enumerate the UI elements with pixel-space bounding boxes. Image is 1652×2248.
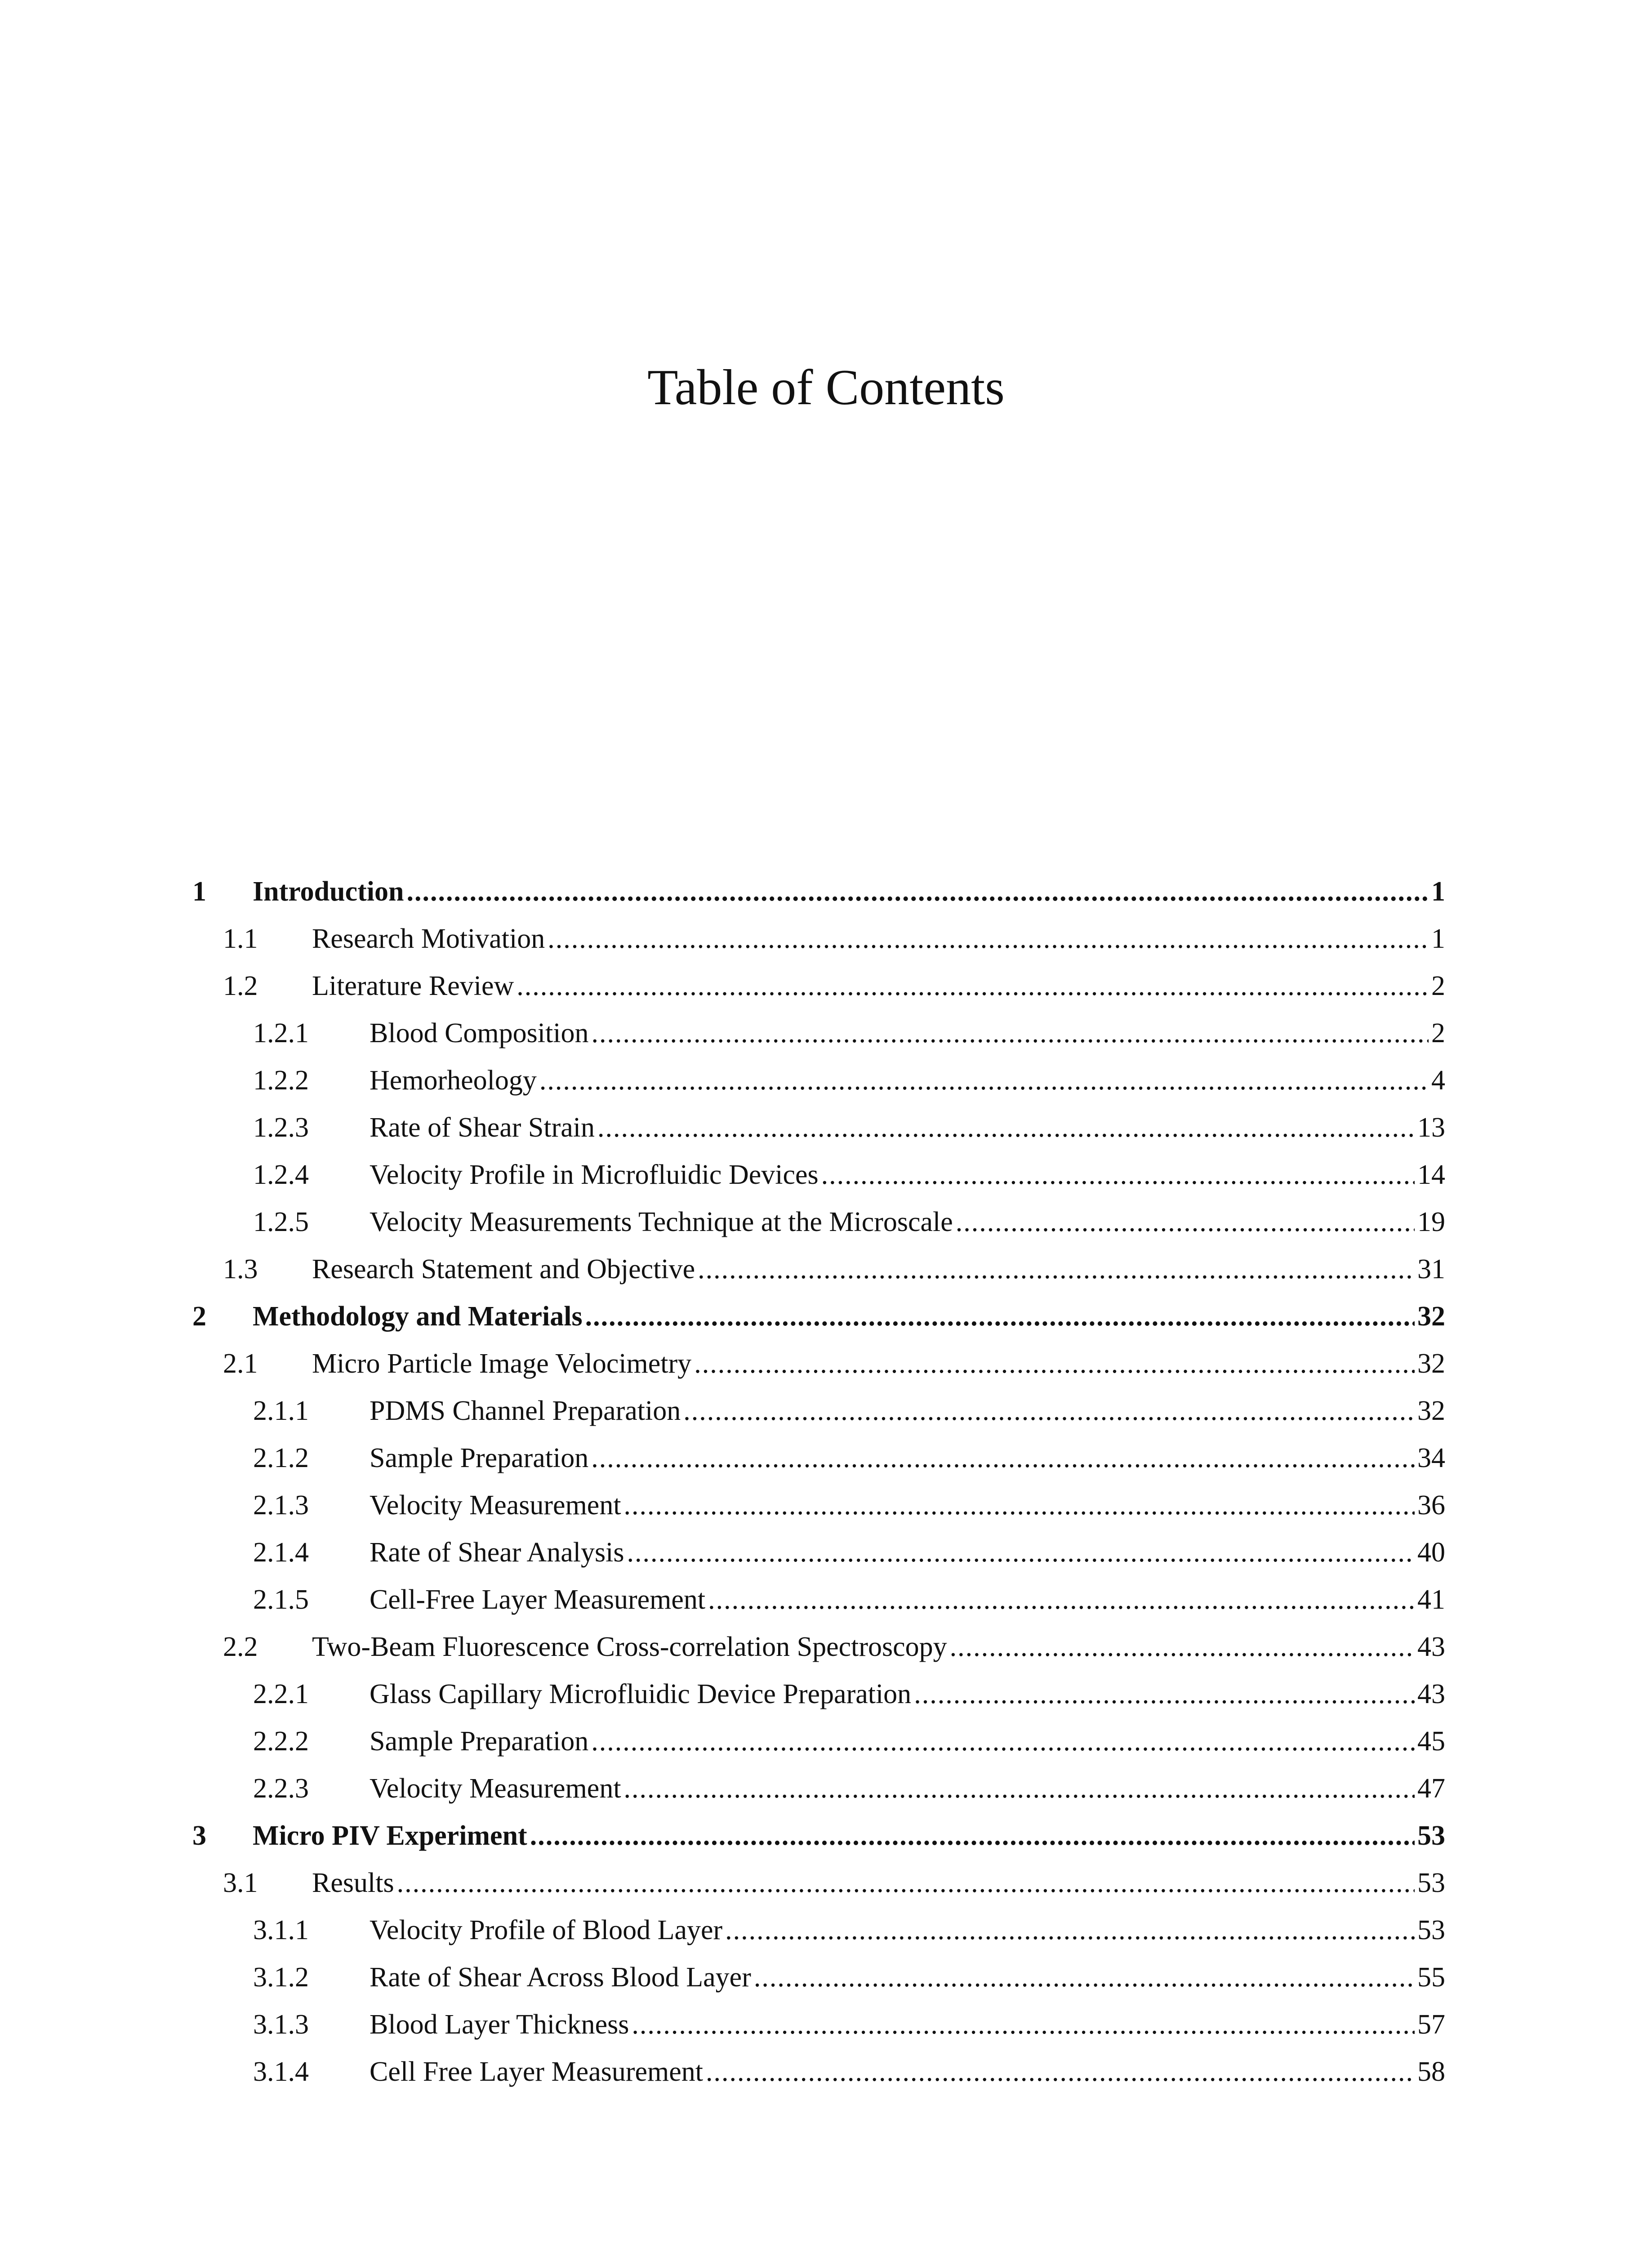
toc-entry-number: 2.1.1	[253, 1395, 309, 1426]
toc-entry[interactable]	[192, 1670, 1445, 1717]
toc-entry[interactable]	[192, 1104, 1445, 1151]
toc-dot-leader	[591, 1019, 1429, 1047]
toc-entry-page-number: 45	[1417, 1726, 1445, 1757]
toc-entry[interactable]	[192, 1481, 1445, 1529]
toc-entry-title: Velocity Measurement	[370, 1773, 621, 1804]
toc-entry-title: Velocity Measurements Technique at the Microscale	[370, 1206, 953, 1237]
toc-entry-page-number: 43	[1417, 1631, 1445, 1662]
toc-dot-leader	[597, 1114, 1415, 1142]
toc-entry-title: Glass Capillary Microfluidic Device Preparation	[370, 1678, 912, 1709]
toc-entry[interactable]	[192, 1529, 1445, 1576]
toc-entry-number: 1.2.3	[253, 1112, 309, 1143]
toc-entry-title: Research Motivation	[312, 923, 545, 954]
toc-entry-number: 3.1.2	[253, 1962, 309, 1993]
toc-entry[interactable]	[192, 1009, 1445, 1057]
toc-entry-title: Two-Beam Fluorescence Cross-correlation Spectroscopy	[312, 1631, 947, 1662]
toc-entry[interactable]	[192, 1906, 1445, 1954]
toc-entry-title: Rate of Shear Across Blood Layer	[370, 1962, 751, 1993]
toc-dot-leader	[624, 1775, 1415, 1802]
toc-entry-number: 2.2.2	[253, 1726, 309, 1757]
toc-entry-number: 3.1.3	[253, 2009, 309, 2040]
toc-dot-leader	[956, 1208, 1415, 1236]
page-title: Table of Contents	[647, 360, 1005, 415]
toc-entry-title: Blood Composition	[370, 1017, 589, 1048]
toc-dot-leader	[591, 1444, 1415, 1472]
toc-entry-page-number: 47	[1417, 1773, 1445, 1804]
toc-entry-page-number: 2	[1431, 1017, 1445, 1048]
toc-dot-leader	[632, 2011, 1415, 2038]
toc-entry[interactable]	[192, 1859, 1445, 1906]
toc-entry[interactable]	[192, 915, 1445, 962]
toc-entry-title: PDMS Channel Preparation	[370, 1395, 681, 1426]
toc-entry-number: 1.2.4	[253, 1159, 309, 1190]
toc-entry-number: 2	[192, 1301, 206, 1332]
toc-entry-page-number: 34	[1417, 1442, 1445, 1473]
toc-dot-leader	[591, 1727, 1415, 1755]
toc-entry-number: 2.1	[223, 1348, 258, 1379]
toc-entry-title: Sample Preparation	[370, 1726, 589, 1757]
toc-entry-number: 2.2	[223, 1631, 258, 1662]
toc-entry[interactable]	[192, 1057, 1445, 1104]
toc-dot-leader	[548, 925, 1429, 953]
toc-entry-number: 2.1.5	[253, 1584, 309, 1615]
toc-dot-leader	[517, 972, 1429, 1000]
toc-entry-page-number: 1	[1431, 923, 1445, 954]
toc-entry[interactable]	[192, 1576, 1445, 1623]
toc-entry-number: 2.1.3	[253, 1490, 309, 1521]
toc-entry-number: 1	[192, 876, 206, 907]
toc-entry-page-number: 53	[1417, 1914, 1445, 1945]
toc-entry-number: 3.1	[223, 1867, 258, 1898]
toc-entry[interactable]	[192, 1151, 1445, 1198]
toc-entry-title: Hemorheology	[370, 1065, 537, 1096]
toc-dot-leader	[914, 1680, 1415, 1708]
toc-dot-leader	[950, 1633, 1415, 1661]
toc-dot-leader	[754, 1963, 1415, 1991]
toc-entry-title: Velocity Measurement	[370, 1490, 621, 1521]
toc-dot-leader	[706, 2058, 1415, 2086]
toc-dot-leader	[683, 1397, 1415, 1425]
toc-entry[interactable]	[192, 1765, 1445, 1812]
toc-entry-title: Literature Review	[312, 970, 514, 1001]
toc-entry[interactable]	[192, 868, 1445, 915]
toc-entry-page-number: 41	[1417, 1584, 1445, 1615]
toc-entry[interactable]	[192, 1293, 1445, 1340]
toc-entry-title: Velocity Profile of Blood Layer	[370, 1914, 723, 1945]
toc-entry-page-number: 4	[1431, 1065, 1445, 1096]
toc-entry-page-number: 40	[1417, 1537, 1445, 1568]
toc-entry-page-number: 1	[1431, 876, 1445, 907]
toc-entry[interactable]	[192, 1623, 1445, 1670]
toc-dot-leader	[624, 1491, 1415, 1519]
toc-entry[interactable]	[192, 1954, 1445, 2001]
toc-entry-page-number: 32	[1417, 1301, 1445, 1332]
toc-entry-title: Cell-Free Layer Measurement	[370, 1584, 706, 1615]
toc-entry[interactable]	[192, 1812, 1445, 1859]
toc-entry[interactable]	[192, 962, 1445, 1009]
toc-entry-title: Blood Layer Thickness	[370, 2009, 629, 2040]
toc-entry-page-number: 14	[1417, 1159, 1445, 1190]
toc-entry-title: Micro PIV Experiment	[253, 1820, 527, 1851]
toc-entry-page-number: 58	[1417, 2056, 1445, 2087]
toc-entry-number: 1.3	[223, 1253, 258, 1285]
toc-entry[interactable]	[192, 1717, 1445, 1765]
toc-entry-title: Research Statement and Objective	[312, 1253, 695, 1285]
toc-dot-leader	[708, 1586, 1415, 1614]
toc-entry[interactable]	[192, 1387, 1445, 1434]
toc-entry-number: 1.2.1	[253, 1017, 309, 1048]
toc-entry-page-number: 36	[1417, 1490, 1445, 1521]
toc-entry-page-number: 31	[1417, 1253, 1445, 1285]
toc-dot-leader	[539, 1066, 1429, 1094]
toc-entry[interactable]	[192, 1245, 1445, 1293]
toc-dot-leader	[821, 1161, 1415, 1189]
toc-entry-page-number: 19	[1417, 1206, 1445, 1237]
toc-entry-title: Micro Particle Image Velocimetry	[312, 1348, 692, 1379]
table-of-contents	[192, 868, 1445, 2095]
toc-entry-number: 2.1.4	[253, 1537, 309, 1568]
toc-entry-page-number: 32	[1417, 1348, 1445, 1379]
toc-dot-leader	[530, 1822, 1415, 1850]
toc-dot-leader	[627, 1539, 1415, 1566]
toc-entry-title: Rate of Shear Analysis	[370, 1537, 624, 1568]
toc-entry-title: Methodology and Materials	[253, 1301, 583, 1332]
toc-entry-page-number: 13	[1417, 1112, 1445, 1143]
toc-entry-page-number: 2	[1431, 970, 1445, 1001]
toc-entry-number: 1.2.2	[253, 1065, 309, 1096]
toc-entry-number: 2.1.2	[253, 1442, 309, 1473]
toc-dot-leader	[585, 1302, 1415, 1330]
toc-entry-title: Introduction	[253, 876, 404, 907]
toc-entry-page-number: 32	[1417, 1395, 1445, 1426]
toc-dot-leader	[407, 878, 1429, 905]
toc-entry-title: Rate of Shear Strain	[370, 1112, 595, 1143]
toc-entry[interactable]	[192, 2001, 1445, 2048]
toc-entry-number: 3	[192, 1820, 206, 1851]
toc-entry-title: Velocity Profile in Microfluidic Devices	[370, 1159, 819, 1190]
toc-entry-number: 2.2.1	[253, 1678, 309, 1709]
toc-entry-page-number: 53	[1417, 1867, 1445, 1898]
toc-entry-page-number: 53	[1417, 1820, 1445, 1851]
toc-dot-leader	[698, 1255, 1415, 1283]
toc-entry-number: 1.2.5	[253, 1206, 309, 1237]
toc-dot-leader	[397, 1869, 1415, 1897]
toc-entry[interactable]	[192, 1198, 1445, 1245]
toc-entry-page-number: 55	[1417, 1962, 1445, 1993]
toc-entry-number: 1.1	[223, 923, 258, 954]
toc-entry-title: Results	[312, 1867, 394, 1898]
toc-entry-page-number: 57	[1417, 2009, 1445, 2040]
toc-entry-number: 1.2	[223, 970, 258, 1001]
toc-entry[interactable]	[192, 2048, 1445, 2095]
toc-dot-leader	[725, 1916, 1415, 1944]
toc-entry-number: 2.2.3	[253, 1773, 309, 1804]
toc-entry-title: Cell Free Layer Measurement	[370, 2056, 703, 2087]
toc-entry-page-number: 43	[1417, 1678, 1445, 1709]
toc-entry-title: Sample Preparation	[370, 1442, 589, 1473]
toc-entry-number: 3.1.1	[253, 1914, 309, 1945]
toc-dot-leader	[694, 1350, 1415, 1378]
toc-entry[interactable]	[192, 1340, 1445, 1387]
toc-entry[interactable]	[192, 1434, 1445, 1481]
toc-entry-number: 3.1.4	[253, 2056, 309, 2087]
